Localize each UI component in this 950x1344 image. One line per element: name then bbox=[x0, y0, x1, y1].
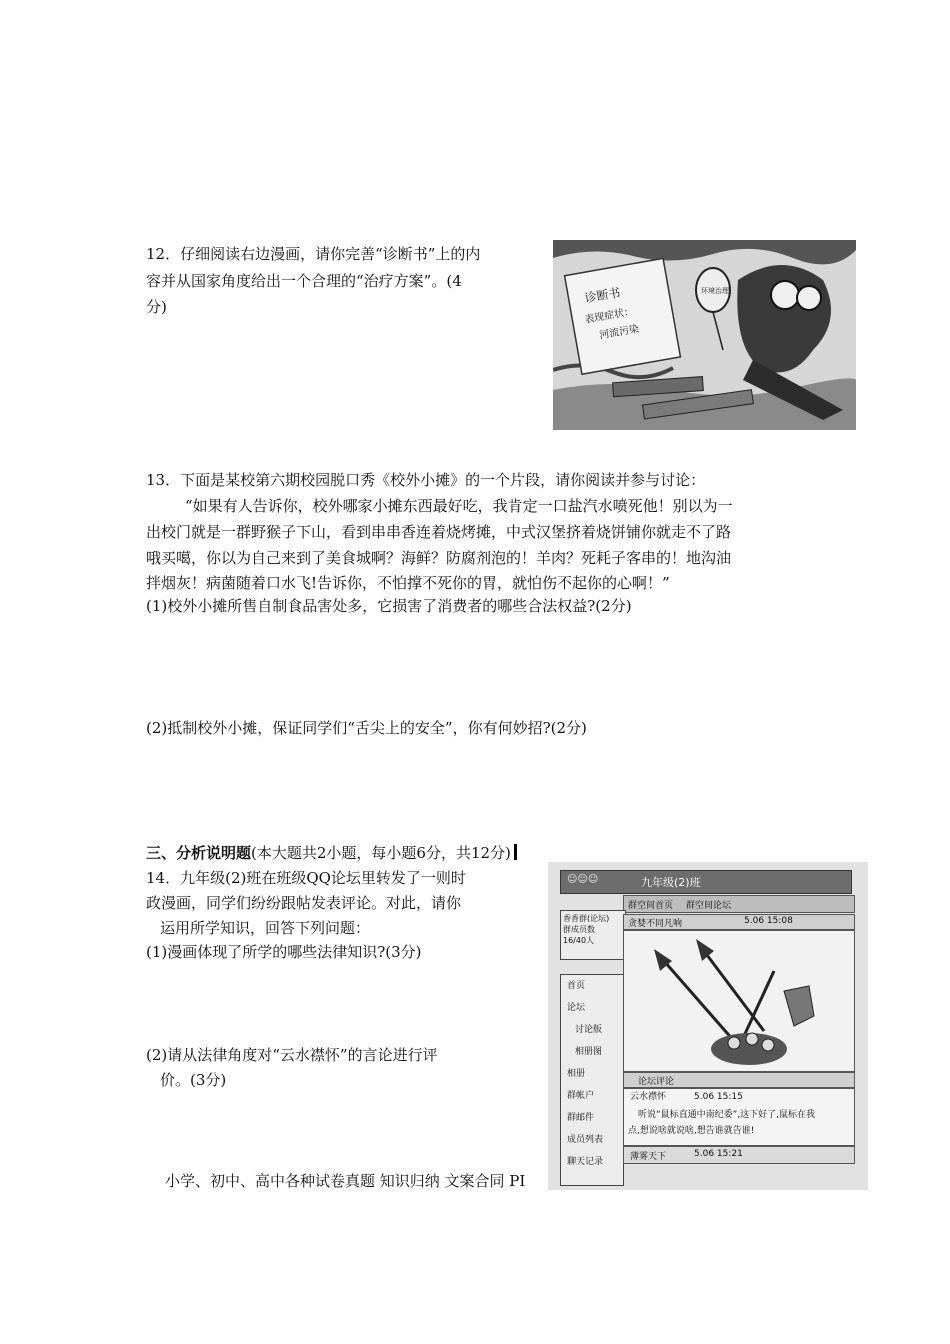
q13-quote-line-2: 出校门就是一群野猴子下山，看到串串香连着烧烤摊，中式汉堡挤着烧饼铺你就走不了路 bbox=[146, 523, 732, 541]
forum-tabs bbox=[623, 895, 855, 913]
q13-sub-2: (2)抵制校外小摊，保证同学们“舌尖上的安全”，你有何妙招?(2分) bbox=[146, 719, 587, 737]
bottle-label: 环境治理 bbox=[701, 287, 729, 295]
group-member-count: 16/40人 bbox=[563, 936, 595, 945]
post-header bbox=[623, 914, 855, 930]
doc-line-1: 表现症状： bbox=[583, 306, 635, 326]
q12-line-3: 分) bbox=[146, 298, 167, 316]
arrows-cartoon-drawing bbox=[624, 931, 854, 1071]
comment-header: 论坛评论 bbox=[638, 1077, 675, 1087]
forum-side-menu bbox=[560, 974, 624, 1186]
section-3-note: (本大题共2小题，每小题6分，共12分) bbox=[251, 844, 511, 862]
q14-line-1: 14．九年级(2)班在班级QQ论坛里转发了一则时 bbox=[146, 869, 466, 887]
q14-line-2: 政漫画，同学们纷纷跟帖发表评论。对此，请你 bbox=[146, 894, 462, 912]
section-3-heading bbox=[146, 843, 517, 863]
footer-text: 小学、初中、高中各种试卷真题 知识归纳 文案合同 PI bbox=[165, 1172, 526, 1190]
comment-2-time: 5.06 15:21 bbox=[694, 1149, 743, 1159]
comment-2-user[interactable]: 薄雾天下 bbox=[630, 1152, 667, 1162]
forum-title-bar bbox=[560, 870, 852, 894]
comment-1-text-1: 听说“鼠标直通中南纪委”,这下好了,鼠标在我 bbox=[638, 1110, 816, 1120]
menu-item-forum[interactable]: 论坛 bbox=[567, 1003, 586, 1013]
qq-forum-screenshot bbox=[548, 862, 868, 1190]
q13-quote-line-4: 拌烟灰！病菌随着口水飞!告诉你，不怕撑不死你的胃，就怕伤不起你的心啊！” bbox=[146, 574, 670, 592]
q14-sub-2-line-2: 价。(3分) bbox=[160, 1071, 227, 1089]
menu-item-mail[interactable]: 群邮件 bbox=[567, 1113, 595, 1123]
menu-item-chat-log[interactable]: 聊天记录 bbox=[567, 1157, 604, 1167]
comment-1-text-2: 点,想说啥就说啥,想告谁就告谁! bbox=[628, 1126, 755, 1136]
doc-line-2: 河流污染 bbox=[598, 323, 640, 342]
pollution-cartoon bbox=[553, 240, 856, 430]
q13-intro: 13．下面是某校第六期校园脱口秀《校外小摊》的一个片段，请你阅读并参与讨论： bbox=[146, 471, 706, 489]
q14-sub-1: (1)漫画体现了所学的哪些法律知识?(3分) bbox=[146, 943, 422, 961]
q13-quote-line-3: 哦买噶，你以为自己来到了美食城啊？海鲜？防腐剂泡的！羊肉？死耗子客串的！地沟油 bbox=[146, 549, 732, 567]
text-cursor bbox=[514, 844, 517, 860]
group-members-label: 群成员数 bbox=[563, 925, 595, 934]
comment-1 bbox=[623, 1088, 855, 1146]
forum-header: 九年级(2)班 bbox=[641, 876, 701, 889]
menu-item-album-board[interactable]: 相册图 bbox=[575, 1047, 603, 1057]
q12-line-2: 容并从国家角度给出一个合理的“治疗方案”。(4 bbox=[146, 272, 462, 290]
menu-item-discussion[interactable]: 讨论版 bbox=[575, 1025, 603, 1035]
menu-item-home[interactable]: 首页 bbox=[567, 981, 586, 991]
comment-section-header bbox=[623, 1072, 855, 1088]
post-title[interactable]: 贪婪不同凡响 bbox=[628, 919, 683, 929]
q12-line-1: 12．仔细阅读右边漫画，请你完善“诊断书”上的内 bbox=[146, 245, 481, 263]
cartoon-drawing bbox=[553, 240, 856, 430]
q13-quote-line-1: “如果有人告诉你，校外哪家小摊东西最好吃，我肯定一口盐汽水喷死他！别以为一 bbox=[185, 497, 733, 515]
comment-1-user[interactable]: 云水襟怀 bbox=[630, 1092, 667, 1102]
avatar-group-icons: ☺☺☺ bbox=[567, 874, 599, 885]
tab-home[interactable]: 群空间首页 bbox=[628, 901, 674, 911]
tab-forum[interactable]: 群空间论坛 bbox=[686, 901, 732, 911]
forum-cartoon bbox=[623, 930, 855, 1072]
q13-sub-1: (1)校外小摊所售自制食品害处多，它损害了消费者的哪些合法权益?(2分) bbox=[146, 597, 632, 615]
comment-1-time: 5.06 15:15 bbox=[694, 1092, 743, 1102]
menu-item-album[interactable]: 相册 bbox=[567, 1069, 586, 1079]
section-3-title: 三、分析说明题 bbox=[146, 844, 252, 862]
menu-item-members[interactable]: 成员列表 bbox=[567, 1135, 604, 1145]
group-name: 香香群(论坛) bbox=[563, 914, 610, 923]
post-time: 5.06 15:08 bbox=[744, 916, 793, 926]
doc-title: 诊断书 bbox=[583, 285, 622, 306]
q14-line-3: 运用所学知识，回答下列问题： bbox=[160, 919, 371, 937]
menu-item-account[interactable]: 群帐户 bbox=[567, 1091, 595, 1101]
group-info-box bbox=[560, 910, 626, 960]
q14-sub-2-line-1: (2)请从法律角度对“云水襟怀”的言论进行评 bbox=[146, 1046, 438, 1064]
comment-2 bbox=[623, 1146, 855, 1164]
